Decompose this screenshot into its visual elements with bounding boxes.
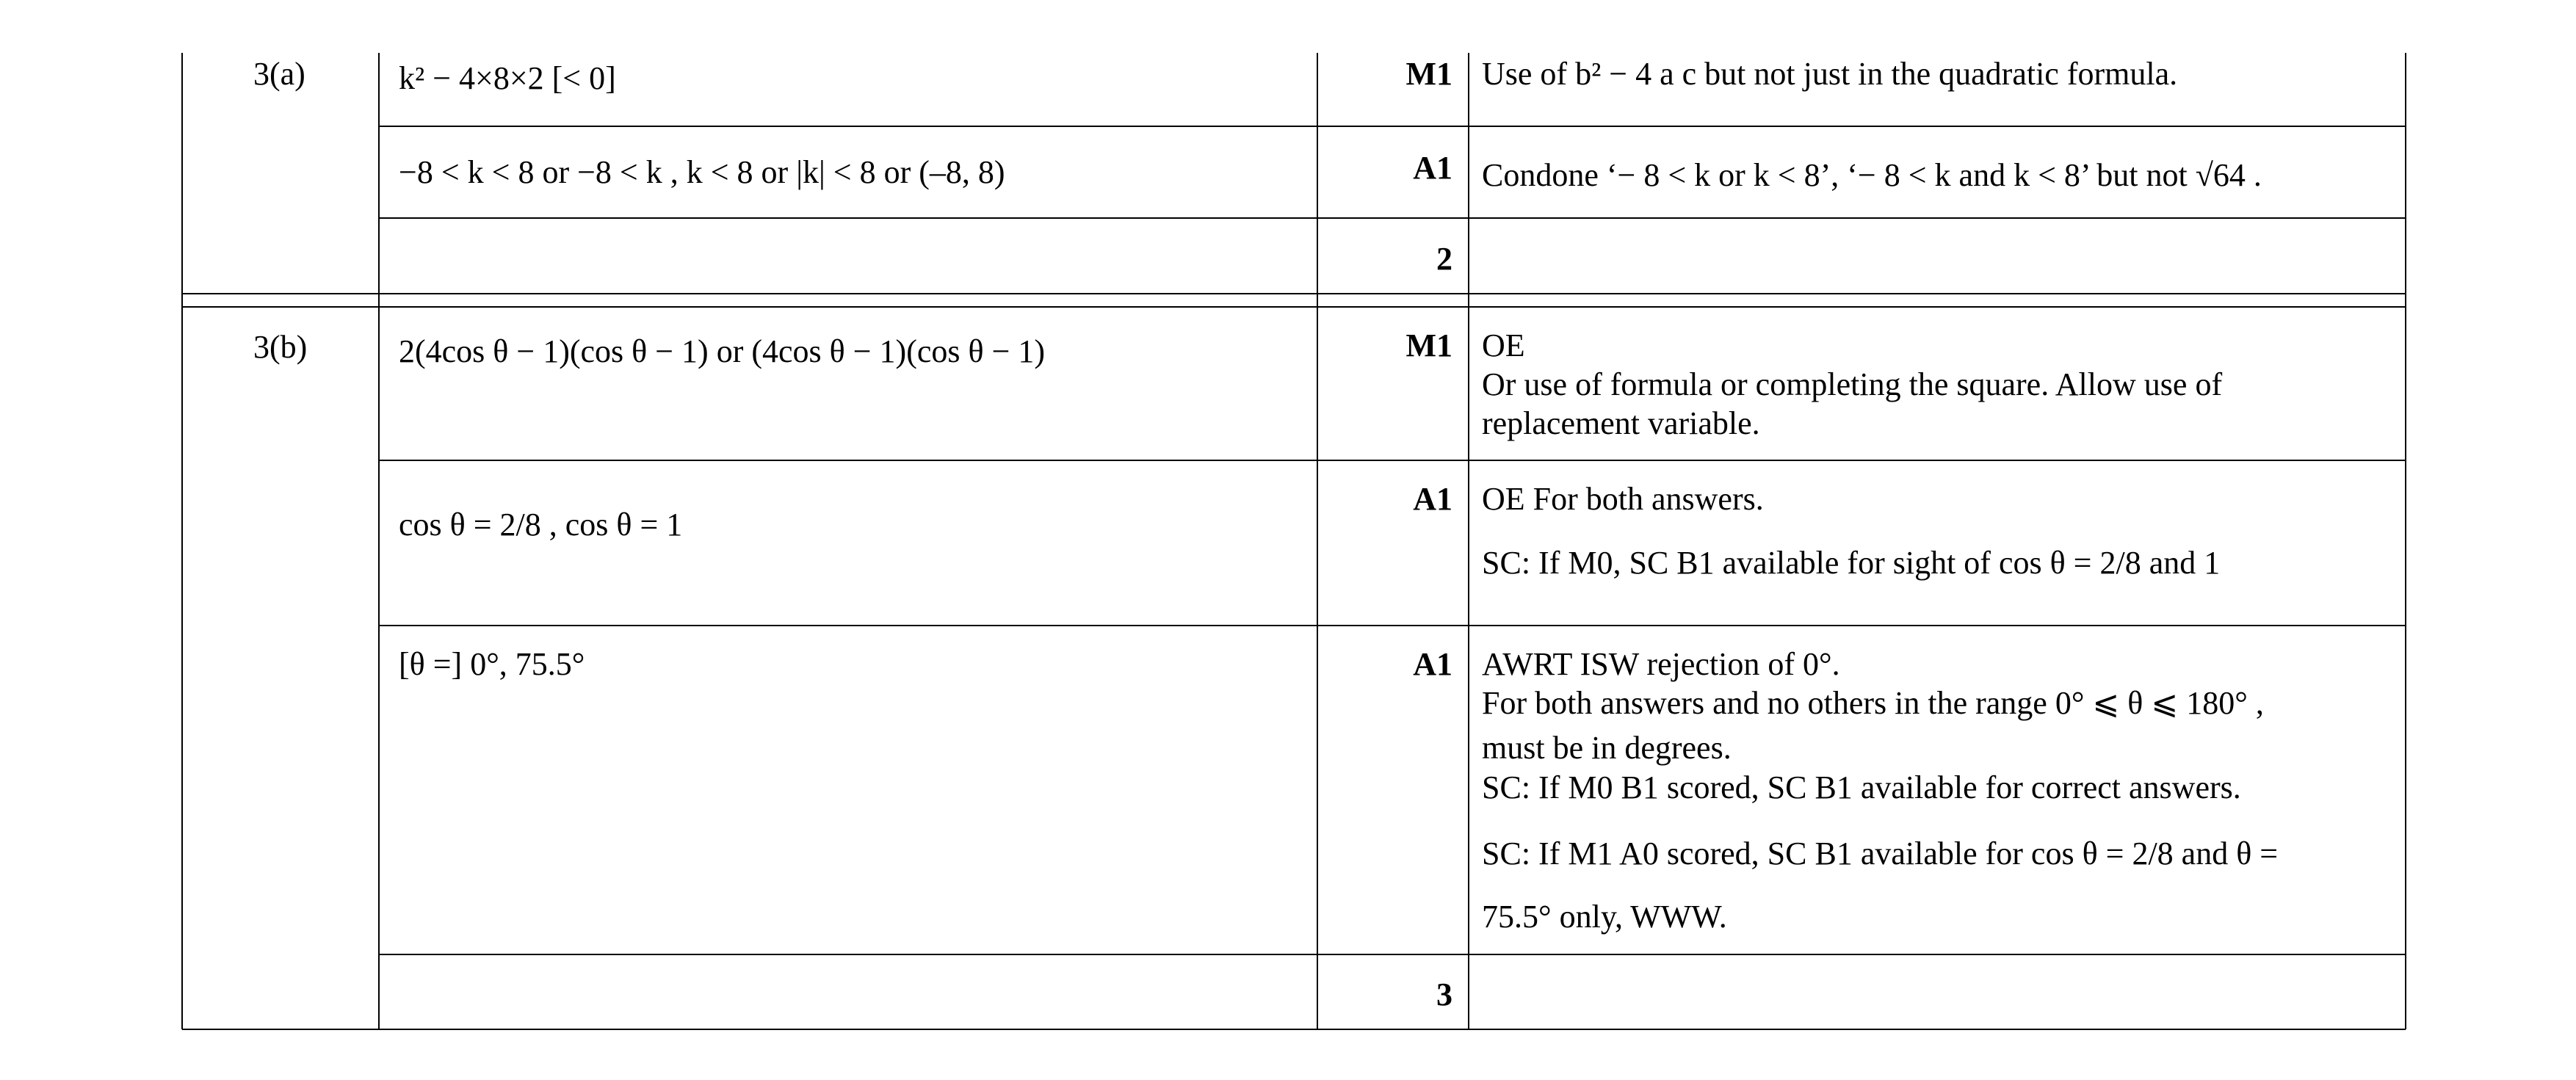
total-3a: 2 [1436,241,1452,277]
mark-3b-row2: A1 [1413,481,1452,517]
guidance-3b-row3-line5: SC: If M1 A0 scored, SC B1 available for cos θ = 2/8 and θ = [1482,836,2279,871]
guidance-3b-row3-line2: For both answers and no others in the range 0° ⩽ θ ⩽ 180° , [1482,685,2264,721]
total-3b: 3 [1436,976,1452,1012]
question-number-3a: 3(a) [253,56,305,92]
guidance-3b-row1-line3: replacement variable. [1482,405,1760,441]
mark-3a-row2: A1 [1413,150,1452,186]
answer-3b-row3: [θ =] 0°, 75.5° [399,646,585,682]
mark-3a-row1: M1 [1405,56,1452,92]
answer-3b-row2: cos θ = 2/8 , cos θ = 1 [399,507,683,543]
question-number-3b: 3(b) [253,329,308,365]
guidance-3b-row1-line1: OE [1482,327,1525,363]
answer-3b-row1: 2(4cos θ − 1)(cos θ − 1) or (4cos θ − 1)(cos θ − 1) [399,333,1046,369]
mark-3b-row3: A1 [1413,646,1452,682]
guidance-3b-row3-line1: AWRT ISW rejection of 0°. [1482,646,1840,682]
guidance-3b-row3-line4: SC: If M0 B1 scored, SC B1 available for correct answers. [1482,769,2241,805]
answer-3a-row2: −8 < k < 8 or −8 < k , k < 8 or |k| < 8 or (–8, 8) [399,154,1005,190]
mark-3b-row1: M1 [1405,327,1452,363]
guidance-3b-row2-line2: SC: If M0, SC B1 available for sight of cos θ = 2/8 and 1 [1482,545,2221,581]
guidance-3b-row3-line3: must be in degrees. [1482,730,1732,766]
guidance-3b-row3-line6: 75.5° only, WWW. [1482,899,1727,935]
guidance-3b-row1-line2: Or use of formula or completing the square. Allow use of [1482,366,2223,402]
answer-3a-row1 [399,59,616,98]
guidance-3a-row1: Use of b² − 4 a c but not just in the quadratic formula. [1482,56,2178,92]
guidance-3a-row2: Condone ‘− 8 < k or k < 8’, ‘− 8 < k and k < 8’ but not √64 . [1482,157,2262,193]
answer-3a-row1-text: k² − 4×8×2 [< 0] [399,60,616,96]
guidance-3b-row2-line1: OE For both answers. [1482,481,1764,517]
